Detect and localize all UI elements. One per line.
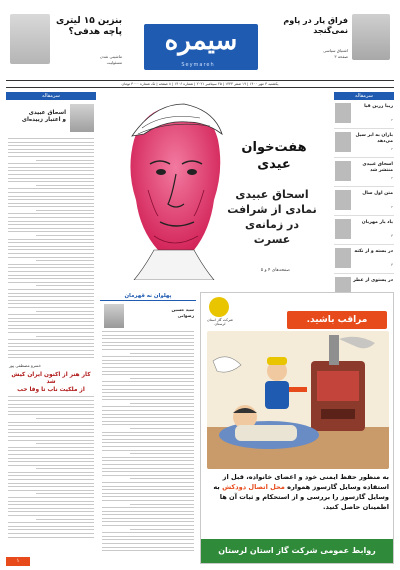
text-line <box>8 328 94 329</box>
text-line <box>8 303 94 304</box>
text-line <box>102 450 194 451</box>
text-line <box>102 442 194 443</box>
text-line <box>102 389 194 390</box>
page-number-badge: ۱ <box>6 557 30 566</box>
ad-body-part-1: به منظور حفظ ایمنی خود و اعضای خانواده، قبل از استفاده وسایل گازسوز همواره <box>222 473 389 491</box>
text-line <box>8 429 94 430</box>
text-line <box>8 242 94 243</box>
index-thumbnail <box>335 248 351 268</box>
text-line <box>8 396 94 397</box>
text-line <box>8 217 94 218</box>
text-line <box>36 311 94 312</box>
text-line <box>102 460 194 461</box>
feature-page-ref: صفحه‌های ۴ و ۵ <box>260 268 290 273</box>
middle-article-column <box>100 292 196 564</box>
text-line <box>102 518 194 519</box>
text-line <box>8 411 94 412</box>
text-line <box>8 224 94 225</box>
teaser-photo <box>10 14 50 64</box>
text-line <box>102 550 194 551</box>
text-line <box>102 496 194 497</box>
masthead-right-teaser[interactable] <box>276 6 394 78</box>
text-line <box>8 267 94 268</box>
text-line <box>102 385 194 386</box>
text-line <box>130 353 194 354</box>
text-line <box>8 181 94 182</box>
text-line <box>8 472 94 473</box>
newspaper-logo[interactable] <box>144 24 258 70</box>
text-line <box>8 357 94 358</box>
text-line <box>8 163 94 164</box>
gas-safety-advertisement[interactable] <box>200 292 394 564</box>
text-line <box>36 519 94 520</box>
article-author <box>100 301 196 331</box>
text-line <box>102 511 194 512</box>
text-line <box>102 475 194 476</box>
text-line <box>8 138 94 139</box>
text-line <box>102 493 194 494</box>
text-line <box>102 399 194 400</box>
gas-company-logo-icon <box>209 297 229 317</box>
text-line <box>8 275 94 276</box>
text-line <box>130 453 194 454</box>
text-line <box>8 203 94 204</box>
text-line <box>36 336 94 337</box>
text-line <box>102 367 194 368</box>
ad-body-text <box>207 473 389 513</box>
text-line <box>8 522 94 523</box>
text-line <box>36 210 94 211</box>
teaser-subline: ماشینی شدن مسئولیت <box>99 54 122 65</box>
text-line <box>8 300 94 301</box>
text-line <box>8 450 94 451</box>
text-line <box>8 537 94 538</box>
text-line <box>102 345 194 346</box>
text-line <box>36 468 94 469</box>
text-line <box>8 350 94 351</box>
text-line <box>102 417 194 418</box>
ad-warning-banner: مراقب باشید. <box>287 311 387 329</box>
text-line <box>8 515 94 516</box>
text-line <box>8 199 94 200</box>
text-line <box>8 475 94 476</box>
column-header: سرمقاله <box>334 92 394 100</box>
text-line <box>8 414 94 415</box>
text-line <box>8 526 94 527</box>
article-body-text <box>100 331 196 551</box>
text-line <box>130 403 194 404</box>
index-item-title: زیبا زرین قبا <box>364 104 393 109</box>
text-line <box>8 425 94 426</box>
text-line <box>102 424 194 425</box>
index-item-page: ۲ <box>391 176 393 180</box>
text-line <box>8 257 94 258</box>
text-line <box>8 529 94 530</box>
text-line <box>8 149 94 150</box>
text-line <box>8 436 94 437</box>
text-line <box>102 464 194 465</box>
text-line <box>8 145 94 146</box>
text-line <box>8 461 94 462</box>
text-line <box>102 500 194 501</box>
text-line <box>8 497 94 498</box>
text-line <box>8 152 94 153</box>
text-line <box>102 331 194 332</box>
text-line <box>8 354 94 355</box>
index-item-title: باران به ابر سیل می‌دهد <box>355 133 393 144</box>
ad-footer-banner: روابط عمومی شرکت گاز استان لرستان <box>201 539 393 563</box>
text-line <box>102 539 194 540</box>
index-thumbnail <box>335 219 351 239</box>
text-line <box>102 410 194 411</box>
text-line <box>8 174 94 175</box>
text-line <box>130 428 194 429</box>
index-item-page: ۳ <box>391 234 393 238</box>
editorial-body-text <box>6 138 96 358</box>
text-line <box>8 511 94 512</box>
text-line <box>102 421 194 422</box>
article-headline[interactable]: پهلوان نه قهرمان <box>100 292 196 301</box>
text-line <box>8 490 94 491</box>
text-line <box>8 504 94 505</box>
text-line <box>130 504 194 505</box>
text-line <box>8 206 94 207</box>
text-line <box>8 483 94 484</box>
text-line <box>8 422 94 423</box>
teaser-body-text <box>6 396 96 537</box>
text-line <box>8 192 94 193</box>
text-line <box>102 486 194 487</box>
text-line <box>102 406 194 407</box>
text-line <box>102 381 194 382</box>
index-item-title: اسحاق عبیدی منتشر شد <box>362 162 393 173</box>
ad-org-label: شرکت گاز استان لرستان <box>207 318 233 326</box>
text-line <box>102 446 194 447</box>
column-header: سرمقاله <box>6 92 96 100</box>
text-line <box>130 478 194 479</box>
index-item[interactable] <box>334 129 394 158</box>
text-line <box>8 454 94 455</box>
text-line <box>102 471 194 472</box>
text-line <box>102 482 194 483</box>
index-thumbnail <box>335 190 351 210</box>
left-teaser-headline[interactable]: کار هنر از اکنون ایران کیش شد از ملکیت ناب تا وفا حب <box>11 371 91 393</box>
text-line <box>8 508 94 509</box>
masthead <box>6 6 394 78</box>
text-line <box>36 493 94 494</box>
text-line <box>8 465 94 466</box>
text-line <box>8 321 94 322</box>
editorial-title: اسحاق عبیدی و اعتبار زبیده‌ای <box>21 110 66 124</box>
logo-text: سیمره <box>164 26 238 56</box>
text-line <box>8 440 94 441</box>
ad-header <box>201 293 393 325</box>
teaser-photo <box>352 14 390 60</box>
index-item-title: در پستوی از عطر <box>353 278 393 283</box>
text-line <box>8 170 94 171</box>
text-line <box>8 231 94 232</box>
text-line <box>8 213 94 214</box>
index-thumbnail <box>335 132 351 152</box>
text-line <box>102 432 194 433</box>
index-item[interactable] <box>334 216 394 245</box>
dateline: یکشنبه ۳ مهر ۱۴۰۰ | ۱۹ صفر ۱۴۴۳ | ۲۵ سپتامبر ۲۰۲۱ | شماره ۱۴۰۶ | ۸ صفحه | تک شماره ۳۰۰۰ تومان <box>6 80 394 88</box>
ad-illustration <box>207 331 389 469</box>
text-line <box>36 285 94 286</box>
text-line <box>102 371 194 372</box>
index-item[interactable] <box>334 100 394 129</box>
index-thumbnail <box>335 103 351 123</box>
text-line <box>102 532 194 533</box>
text-line <box>8 246 94 247</box>
text-line <box>102 507 194 508</box>
text-line <box>36 443 94 444</box>
text-line <box>8 325 94 326</box>
text-line <box>102 468 194 469</box>
editorial-signature: خسرو مصطفی پور <box>9 362 42 368</box>
index-item-title: در بسته و از نکته <box>354 249 393 254</box>
text-line <box>8 271 94 272</box>
teaser-headline: فراق یار در پاوم نمی‌گنجد <box>283 16 348 35</box>
text-line <box>8 178 94 179</box>
index-item-page: ۳ <box>391 263 393 267</box>
feature-kicker: هفت‌خوان عیدی <box>241 140 307 172</box>
text-line <box>102 360 194 361</box>
text-line <box>8 314 94 315</box>
text-line <box>102 543 194 544</box>
text-line <box>8 343 94 344</box>
text-line <box>130 529 194 530</box>
text-line <box>8 407 94 408</box>
text-line <box>8 188 94 189</box>
text-line <box>8 264 94 265</box>
text-line <box>8 228 94 229</box>
text-line <box>102 489 194 490</box>
editorial-author[interactable] <box>6 100 96 138</box>
text-line <box>36 418 94 419</box>
feature-story[interactable] <box>100 92 332 288</box>
teaser-subline: اشتیاق سیاسی صفحه ۳ <box>323 48 348 59</box>
text-line <box>8 282 94 283</box>
text-line <box>8 479 94 480</box>
text-line <box>8 196 94 197</box>
text-line <box>102 514 194 515</box>
text-line <box>8 339 94 340</box>
text-line <box>102 435 194 436</box>
text-line <box>102 374 194 375</box>
text-line <box>8 289 94 290</box>
text-line <box>8 447 94 448</box>
text-line <box>36 185 94 186</box>
text-line <box>8 318 94 319</box>
text-line <box>8 400 94 401</box>
text-line <box>8 239 94 240</box>
text-line <box>8 253 94 254</box>
text-line <box>102 335 194 336</box>
text-line <box>8 346 94 347</box>
text-line <box>102 342 194 343</box>
text-line <box>102 439 194 440</box>
author-photo <box>104 304 124 328</box>
text-line <box>102 521 194 522</box>
text-line <box>130 378 194 379</box>
text-line <box>102 414 194 415</box>
text-line <box>36 160 94 161</box>
text-line <box>102 338 194 339</box>
index-item-title: یاد یار مهربان <box>361 220 393 225</box>
text-line <box>8 278 94 279</box>
text-line <box>8 458 94 459</box>
text-line <box>8 332 94 333</box>
author-photo <box>70 104 94 132</box>
text-line <box>8 404 94 405</box>
index-item-page: ۲ <box>391 205 393 209</box>
index-item[interactable] <box>334 187 394 216</box>
left-editorial-column <box>6 92 96 564</box>
text-line <box>102 356 194 357</box>
text-line <box>8 296 94 297</box>
text-line <box>8 486 94 487</box>
text-line <box>8 293 94 294</box>
logo-latin: Seymareh <box>181 62 215 68</box>
index-item-title: متن اول سال <box>362 191 393 196</box>
index-item-page: ۲ <box>391 147 393 151</box>
text-line <box>8 432 94 433</box>
text-line <box>102 536 194 537</box>
author-name: سید حسین رضوانی <box>171 307 194 318</box>
text-line <box>102 349 194 350</box>
text-line <box>8 221 94 222</box>
teaser-headline: بنزین ۱۵ لیتری پاچه هدفی؟ <box>56 16 122 38</box>
text-line <box>8 307 94 308</box>
text-line <box>102 525 194 526</box>
text-line <box>102 392 194 393</box>
text-line <box>8 142 94 143</box>
index-item[interactable] <box>334 245 394 274</box>
text-line <box>8 533 94 534</box>
feature-headline: اسحاق عبیدی نمادی از شرافت در زمانه‌ی عسرت <box>227 188 317 246</box>
index-item[interactable] <box>334 158 394 187</box>
ad-body-part-2: به وسایل گازسوز را بررسی و از استحکام و ثبات آن ها اطمینان حاصل کنید. <box>213 482 389 511</box>
text-line <box>102 547 194 548</box>
text-line <box>8 501 94 502</box>
text-line <box>36 260 94 261</box>
text-line <box>8 249 94 250</box>
ad-body-highlight: محل اتصال دودکش <box>222 482 285 491</box>
text-line <box>102 396 194 397</box>
text-line <box>36 235 94 236</box>
index-thumbnail <box>335 161 351 181</box>
text-line <box>102 363 194 364</box>
masthead-left-teaser[interactable] <box>6 6 124 78</box>
text-line <box>8 156 94 157</box>
text-line <box>102 457 194 458</box>
text-line <box>8 167 94 168</box>
index-item-page: ۲ <box>391 118 393 122</box>
